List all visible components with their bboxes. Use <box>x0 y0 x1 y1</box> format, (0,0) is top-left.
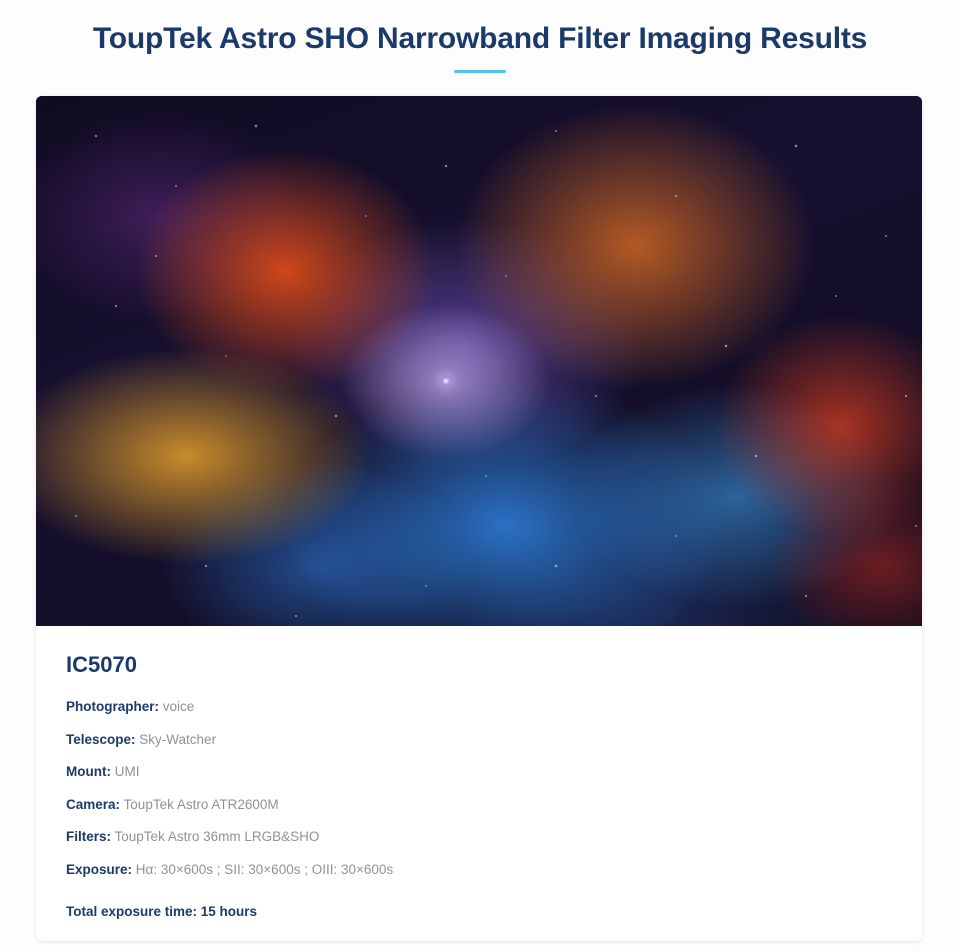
meta-row <box>66 763 892 781</box>
meta-label-mount: Mount: <box>66 764 111 780</box>
star-field <box>36 96 922 626</box>
meta-value-photographer: voice <box>162 699 195 714</box>
object-name: IC5070 <box>66 652 137 677</box>
page-title: ToupTek Astro SHO Narrowband Filter Imaging Results <box>92 22 868 55</box>
meta-row <box>66 731 892 749</box>
meta-label-filters: Filters: <box>66 829 112 845</box>
image-details <box>36 626 922 941</box>
meta-value-telescope: Sky-Watcher <box>139 731 217 747</box>
meta-value-camera: ToupTek Astro ATR2600M <box>123 796 279 812</box>
meta-label-photographer: Photographer: <box>66 699 159 714</box>
meta-row <box>66 861 892 879</box>
title-underline-divider <box>454 70 506 73</box>
meta-value-exposure: Hα: 30×600s ; SII: 30×600s ; OIII: 30×600s <box>135 861 394 877</box>
meta-value-mount: UMI <box>114 764 140 780</box>
meta-row <box>66 698 892 716</box>
meta-label-exposure: Exposure: <box>66 861 133 877</box>
meta-row <box>66 796 892 814</box>
result-card <box>36 96 922 941</box>
total-exposure-time: Total exposure time: 15 hours <box>66 904 258 920</box>
meta-row <box>66 828 892 846</box>
nebula-image <box>36 96 922 626</box>
meta-label-telescope: Telescope: <box>66 731 136 747</box>
meta-label-camera: Camera: <box>66 796 121 812</box>
bright-star-icon <box>441 376 451 386</box>
meta-value-filters: ToupTek Astro 36mm LRGB&SHO <box>114 829 320 845</box>
